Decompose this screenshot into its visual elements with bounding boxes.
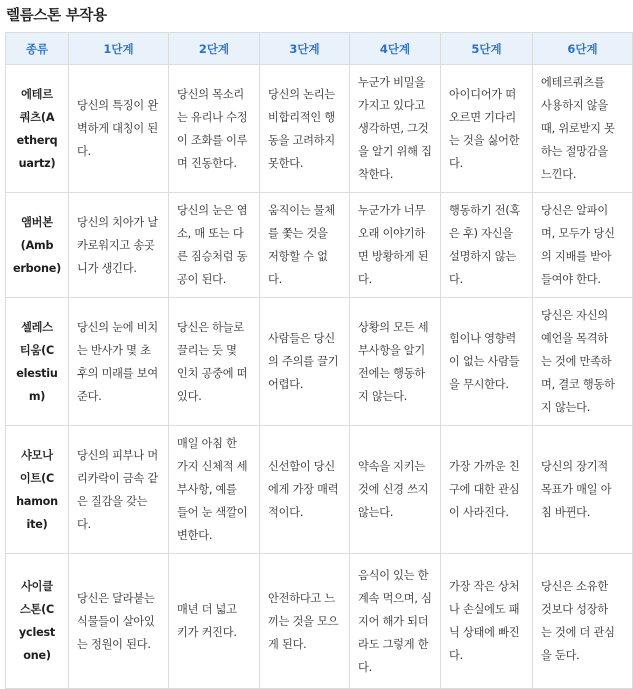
stone-name: 사이클 스톤(C yclest one) [6, 554, 69, 689]
stage-cell: 사람들은 당신 의 주의를 끌기 어렵다. [260, 298, 350, 426]
stone-name: 셀레스 티움(C elestiu m) [6, 298, 69, 426]
stage-cell: 움직이는 물체 를 쫓는 것을 저항할 수 없 다. [260, 193, 350, 298]
stage-cell: 안전하다고 느 끼는 것을 모으 게 된다. [260, 554, 350, 689]
stage-cell: 당신은 하늘로 끌리는 듯 몇 인치 공중에 떠 있다. [169, 298, 260, 426]
stage-cell: 음식이 있는 한 계속 먹으며, 심 지어 해가 되더 라도 그렇게 한 다. [350, 554, 441, 689]
table-row [6, 298, 633, 426]
stage-cell: 약속을 지키는 것에 신경 쓰지 않는다. [350, 426, 441, 554]
table-header-row [6, 33, 633, 65]
stone-name: 앰버본 (Amb erbone) [6, 193, 69, 298]
stage-cell: 매년 더 넓고 키가 커진다. [169, 554, 260, 689]
stage-cell: 당신의 치아가 날 카로워지고 송곳 니가 생긴다. [69, 193, 169, 298]
stage-cell: 당신의 특징이 완 벽하게 대칭이 된 다. [69, 65, 169, 193]
stage-cell: 누군가가 너무 오래 이야기하 면 방황하게 된 다. [350, 193, 441, 298]
stage-cell: 가장 작은 상처 나 손실에도 패 닉 상태에 빠진 다. [441, 554, 533, 689]
stage-cell: 행동하기 전(혹 은 후) 자신을 설명하지 않는 다. [441, 193, 533, 298]
stage-cell: 당신의 눈에 비치 는 반사가 몇 초 후의 미래를 보여 준다. [69, 298, 169, 426]
table-row [6, 426, 633, 554]
column-header-stage-1: 1단계 [69, 33, 169, 65]
stage-cell: 당신의 눈은 염 소, 매 또는 다 른 짐승처럼 동 공이 된다. [169, 193, 260, 298]
stone-name: 에테르 쿼츠(A etherq uartz) [6, 65, 69, 193]
side-effects-table [5, 32, 633, 689]
stage-cell: 가장 가까운 친 구에 대한 관심 이 사라진다. [441, 426, 533, 554]
stage-cell: 당신의 피부나 머 리카락이 금속 같 은 질감을 갖는 다. [69, 426, 169, 554]
table-row [6, 554, 633, 689]
stone-name: 샤모나 이트(C hamon ite) [6, 426, 69, 554]
column-header-type: 종류 [6, 33, 69, 65]
stage-cell: 힘이나 영향력 이 없는 사람들 을 무시한다. [441, 298, 533, 426]
page-title: 렐름스톤 부작용 [6, 8, 107, 24]
stage-cell: 누군가 비밀을 가지고 있다고 생각하면, 그것 을 알기 위해 집 착한다. [350, 65, 441, 193]
stage-cell: 신선함이 당신 에게 가장 매력 적이다. [260, 426, 350, 554]
stage-cell: 당신의 장기적 목표가 매일 아 침 바뀐다. [533, 426, 633, 554]
stage-cell: 당신은 소유한 것보다 성장하 는 것에 더 관심 을 둔다. [533, 554, 633, 689]
stage-cell: 매일 아침 한 가지 신체적 세 부사항, 예를 들어 눈 색깔이 변한다. [169, 426, 260, 554]
stage-cell: 당신은 달라붙는 식물들이 살아있 는 정원이 된다. [69, 554, 169, 689]
table-row [6, 193, 633, 298]
stage-cell: 에테르쿼츠를 사용하지 않을 때, 위로받지 못 하는 절망감을 느낀다. [533, 65, 633, 193]
stage-cell: 아이디어가 떠 오르면 기다리 는 것을 싫어한 다. [441, 65, 533, 193]
table-row [6, 65, 633, 193]
stage-cell: 상황의 모든 세 부사항을 알기 전에는 행동하 지 않는다. [350, 298, 441, 426]
stage-cell: 당신은 알파이 며, 모두가 당신 의 지배를 받아 들여야 한다. [533, 193, 633, 298]
stage-cell: 당신의 목소리 는 유리나 수정 이 조화를 이루 며 진동한다. [169, 65, 260, 193]
stage-cell: 당신의 논리는 비합리적인 행 동을 고려하지 못한다. [260, 65, 350, 193]
column-header-stage-3: 3단계 [260, 33, 350, 65]
stage-cell: 당신은 자신의 예언을 목격하 는 것에 만족하 며, 결코 행동하 지 않는다. [533, 298, 633, 426]
column-header-stage-2: 2단계 [169, 33, 260, 65]
column-header-stage-5: 5단계 [441, 33, 533, 65]
column-header-stage-6: 6단계 [533, 33, 633, 65]
column-header-stage-4: 4단계 [350, 33, 441, 65]
